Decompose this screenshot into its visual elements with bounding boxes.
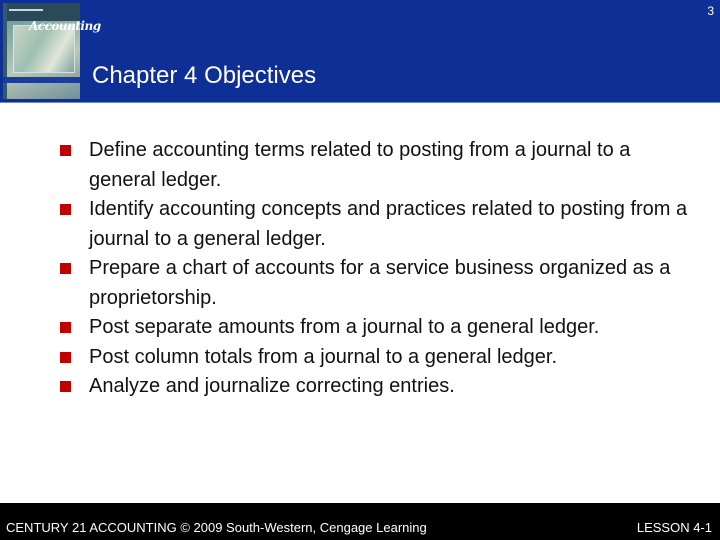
- objective-item: [60, 254, 700, 313]
- footer-copyright: CENTURY 21 ACCOUNTING © 2009 South-Western, Cengage Learning: [6, 520, 427, 535]
- objectives-list: [60, 136, 700, 402]
- objective-text: Define accounting terms related to posting from a journal to a general ledger.: [89, 139, 631, 191]
- square-bullet-icon: [60, 145, 71, 156]
- objective-item: [60, 313, 700, 343]
- cover-title: Accounting: [29, 19, 101, 33]
- slide-footer: [0, 503, 720, 540]
- header-divider: [0, 102, 720, 103]
- objective-item: [60, 136, 700, 195]
- objective-text: Post column totals from a journal to a general ledger.: [89, 345, 558, 368]
- page-number: 3: [707, 4, 714, 18]
- square-bullet-icon: [60, 322, 71, 333]
- objective-text: Identify accounting concepts and practices related to posting from a journal to a general ledger.: [89, 198, 688, 250]
- square-bullet-icon: [60, 381, 71, 392]
- slide-header: [0, 0, 720, 102]
- footer-lesson: LESSON 4-1: [636, 520, 712, 535]
- objective-item: [60, 343, 700, 373]
- objective-text: Prepare a chart of accounts for a service business organized as a proprietorship.: [89, 257, 671, 309]
- objective-item: [60, 372, 700, 402]
- square-bullet-icon: [60, 263, 71, 274]
- objective-text: Analyze and journalize correcting entries.: [89, 375, 455, 397]
- square-bullet-icon: [60, 204, 71, 215]
- objective-item: [60, 195, 700, 254]
- cover-spine: [3, 3, 7, 99]
- page-title: Chapter 4 Objectives: [92, 62, 317, 89]
- objective-text: Post separate amounts from a journal to a general ledger.: [89, 316, 600, 338]
- cover-stripe: [3, 77, 80, 83]
- cover-brand-mark: [9, 9, 43, 11]
- square-bullet-icon: [60, 352, 71, 363]
- book-cover-image: [3, 3, 101, 99]
